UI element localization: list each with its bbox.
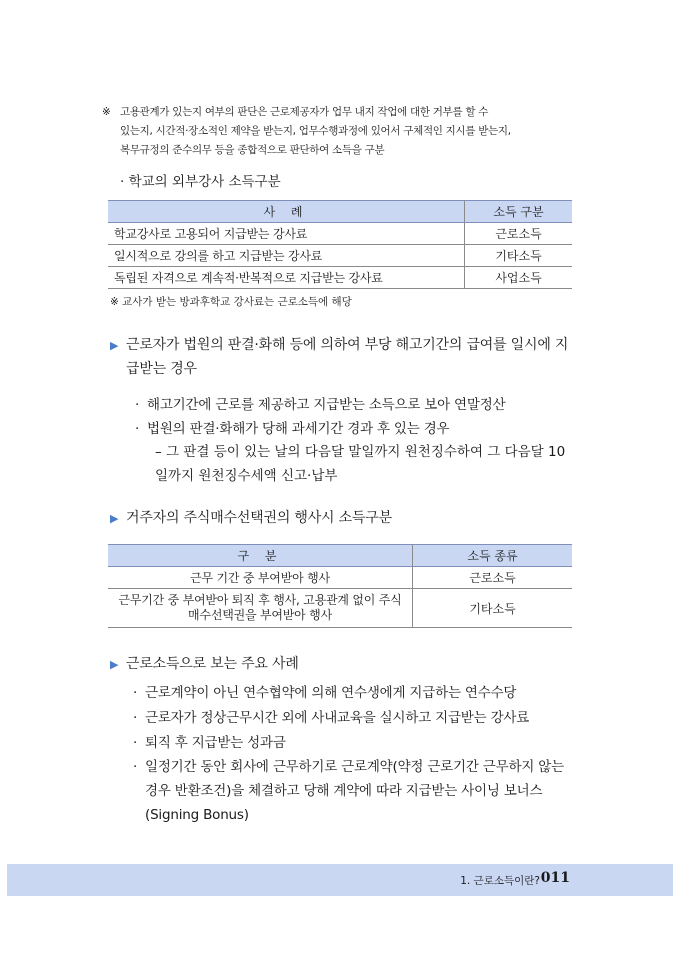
bullet-dot: ·	[135, 421, 140, 437]
table-cell: 근무 기간 중 부여받아 행사	[108, 567, 413, 589]
note-mark: ※	[102, 106, 111, 118]
list-item-text: 해고기간에 근로를 제공하고 지급받는 소득으로 보아 연말정산	[147, 397, 506, 413]
list-item	[133, 681, 517, 705]
list-item-text: 근로계약이 아닌 연수협약에 의해 연수생에게 지급하는 연수수당	[145, 685, 517, 701]
section-2-heading	[110, 506, 392, 530]
school-income-table	[108, 200, 572, 289]
triangle-marker-icon: ▶	[110, 512, 119, 525]
bullet-dot: ·	[133, 685, 138, 701]
page-number: 011	[540, 870, 570, 886]
section-3-title: 근로소득으로 보는 주요 사례	[126, 656, 299, 672]
list-item-text: 일정기간 동안 회사에 근무하기로 근로계약(약정 근로기간 근무하지 않는 경우 반환조건)을 체결하고 당해 계약에 따라 지급받는 사이닝 보너스(Signing Bonus)	[145, 759, 564, 823]
school-title-text: 학교의 외부강사 소득구분	[128, 174, 281, 190]
note-line: 고용관계가 있는지 여부의 판단은 근로제공자가 업무 내지 작업에 대한 거부를 할 수	[120, 106, 489, 118]
note-line: 복무규정의 준수의무 등을 종합적으로 판단하여 소득을 구분	[120, 144, 385, 156]
table-header-row	[108, 545, 572, 567]
table-cell: 기타소득	[413, 589, 573, 628]
stock-option-table	[108, 544, 572, 628]
top-note	[102, 103, 580, 160]
list-item-text: 근로자가 정상근무시간 외에 사내교육을 실시하고 지급받는 강사료	[145, 710, 530, 726]
list-item	[133, 706, 530, 730]
list-item	[133, 731, 286, 755]
table-header-income: 소득 구분	[465, 201, 573, 223]
section-1-title: 근로자가 법원의 판결·화해 등에 의하여 부당 해고기간의 급여를 일시에 지급받는 경우	[126, 337, 569, 377]
bullet-dot: ·	[135, 397, 140, 413]
school-note: ※ 교사가 받는 방과후학교 강사료는 근로소득에 해당	[110, 296, 352, 308]
table-cell: 독립된 자격으로 계속적·반복적으로 지급받는 강사료	[108, 267, 465, 289]
table-cell: 근로소득	[465, 223, 573, 245]
note-line: 있는지, 시간적·장소적인 제약을 받는지, 업무수행과정에 있어서 구체적인 지시를 받는지,	[120, 125, 511, 137]
list-item	[135, 417, 450, 441]
list-item	[133, 755, 575, 827]
section-3-heading	[110, 652, 299, 676]
footer-chapter: 1. 근로소득이란?	[460, 875, 540, 887]
bullet-dot: ·	[133, 735, 138, 751]
table-header-category: 구 분	[108, 545, 413, 567]
bullet-dot: ·	[120, 174, 125, 190]
table-row	[108, 567, 572, 589]
table-row	[108, 245, 572, 267]
table-cell: 근무기간 중 부여받아 퇴직 후 행사, 고용관계 없이 주식매수선택권을 부여받아 행사	[108, 589, 413, 628]
triangle-marker-icon: ▶	[110, 339, 119, 352]
page-footer	[7, 864, 673, 896]
dash-item: – 그 판결 등이 있는 날의 다음달 말일까지 원천징수하여 그 다음달 10일까지 원천징수세액 신고·납부	[155, 444, 566, 484]
table-cell: 사업소득	[465, 267, 573, 289]
list-item-text: 법원의 판결·화해가 당해 과세기간 경과 후 있는 경우	[147, 421, 450, 437]
section-1-heading	[110, 333, 576, 381]
bullet-dot: ·	[133, 710, 138, 726]
table-cell: 일시적으로 강의를 하고 지급받는 강사료	[108, 245, 465, 267]
school-section-title	[120, 170, 281, 190]
triangle-marker-icon: ▶	[110, 658, 119, 671]
table-row	[108, 223, 572, 245]
section-2-title: 거주자의 주식매수선택권의 행사시 소득구분	[126, 510, 392, 526]
table-row	[108, 589, 572, 628]
list-item-text: 퇴직 후 지급받는 성과금	[145, 735, 286, 751]
bullet-dot: ·	[133, 759, 138, 775]
table-cell: 근로소득	[413, 567, 573, 589]
table-row	[108, 267, 572, 289]
list-item	[135, 393, 506, 417]
table-cell: 기타소득	[465, 245, 573, 267]
table-header-income-type: 소득 종류	[413, 545, 573, 567]
table-header-row	[108, 201, 572, 223]
table-header-case: 사 례	[108, 201, 465, 223]
table-cell: 학교강사로 고용되어 지급받는 강사료	[108, 223, 465, 245]
